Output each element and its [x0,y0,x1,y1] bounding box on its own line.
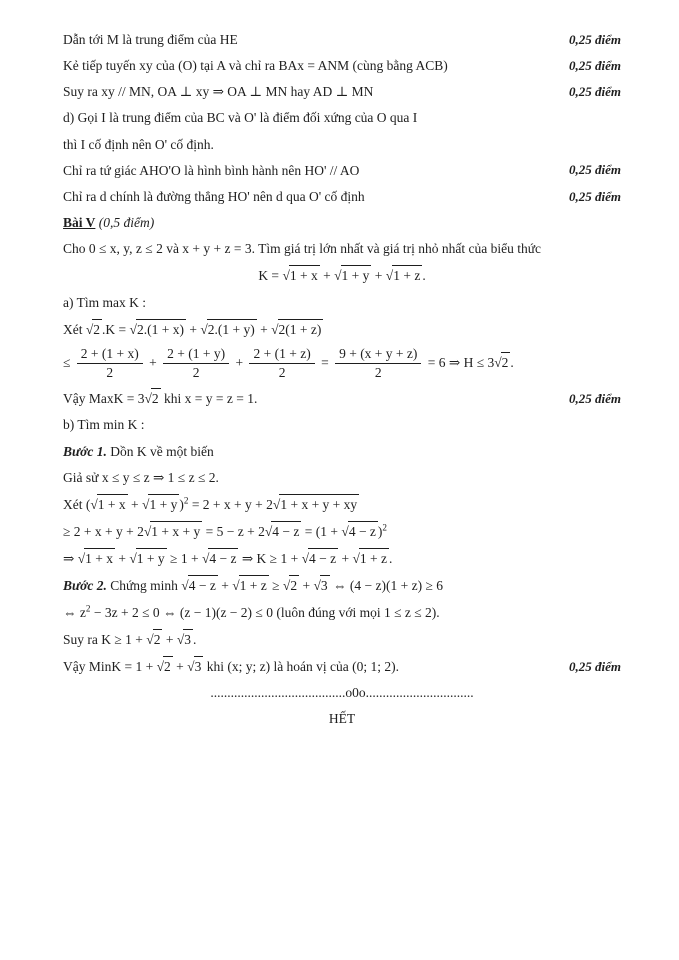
radicand [320,575,330,595]
radical-icon: √ [282,268,290,284]
radical-icon: √ [341,524,349,540]
radical-icon: √ [301,551,309,567]
text-run: ⇒ [63,551,78,567]
text-run: 2 [183,495,189,506]
line-content [63,56,557,75]
text-run: = 6 ⇒ H ≤ 3 [424,354,495,370]
text-run: 3 [184,631,191,647]
doc-line [63,656,621,676]
text-run: . [510,354,514,370]
radicand [194,656,204,676]
line-content [63,213,621,232]
radical-icon: √ [494,354,502,370]
text-run: + [127,496,143,512]
text-run: 1 + y [136,551,165,567]
line-content [63,108,621,127]
sqrt-expression [157,656,173,676]
sqrt-expression [352,548,389,568]
text-run: + [172,658,188,674]
text-run: 9 + (x + y + z) [339,345,418,361]
text-run: 1 + x + y [151,524,201,540]
radical-icon: √ [264,524,273,540]
fraction [249,346,314,381]
radical-icon: √ [187,658,195,674]
text-run: a) Tìm max K : [63,294,146,310]
text-run: Vậy MinK = 1 + [63,658,157,674]
text-run: Chỉ ra tứ giác AHO'O là hình bình hành nên HO' // AO [63,162,360,178]
denominator [163,364,229,381]
fraction [163,346,229,381]
doc-line [63,265,621,285]
text-run: HẾT [328,711,356,727]
denominator [77,364,143,381]
text-run: ⇔ (4 − z)(1 + z) ≥ 6 [329,578,443,594]
doc-line [63,82,621,101]
sqrt-expression [129,548,166,568]
radicand [207,319,257,339]
sqrt-expression [341,521,378,541]
text-run: 2 [501,354,509,370]
sqrt-expression [86,319,102,339]
radicand [136,319,186,339]
text-run: khi x = y = z = 1. [160,391,258,407]
sqrt-expression [146,629,162,649]
score-label: 0,25 điểm [569,658,621,674]
sqrt-expression [200,319,256,339]
text-run: 1 + z [393,268,421,284]
text-run: 4 − z [209,551,237,567]
line-content [63,161,557,180]
text-run: 3 [194,658,202,674]
text-run: Cho 0 ≤ x, y, z ≤ 2 và x + y + z = 3. Tìm giá trị lớn nhất và giá trị nhỏ nhất của biểu thức [63,241,542,257]
text-run: Vậy MaxK = 3 [63,391,145,407]
sqrt-expression [144,521,202,541]
doc-line [63,293,621,312]
text-run: 2 [290,578,298,594]
line-content [63,548,621,568]
text-run: Xét ( [63,496,91,512]
doc-line [63,161,621,180]
doc-line [63,30,621,49]
text-run: ........................................o0o................................ [210,684,474,700]
text-run: K = [258,268,283,284]
line-content [63,388,557,408]
text-run: 1 + z [359,551,387,567]
radical-icon: √ [352,551,360,567]
sqrt-expression [283,575,299,595]
doc-line [63,213,621,232]
numerator [335,346,421,364]
text-run: Chứng minh [106,578,182,594]
text-run: Bước 1. [63,443,107,459]
text-run: ⇔ z [63,604,86,620]
numerator [249,346,314,364]
text-run: d) Gọi I là trung điểm của BC và O' là điểm đối xứng của O qua I [63,110,418,126]
radicand [153,629,163,649]
line-content [63,239,621,258]
text-run: 2 + (1 + z) [253,345,311,361]
doc-line [63,319,621,339]
radicand [392,265,422,285]
text-run: 1 + x [289,268,318,284]
text-run: 2 [106,365,114,381]
radical-icon: √ [129,321,137,337]
text-run: + [145,354,161,370]
text-run: Bước 2. [63,578,107,594]
text-run: .K = [102,321,130,337]
denominator [335,364,421,381]
doc-line [63,108,621,127]
text-run: 1 + y [341,268,370,284]
line-content [63,442,621,461]
doc-line [63,388,621,408]
text-run: 2 [85,603,91,613]
text-run: 1 + x [97,496,126,512]
sqrt-expression [177,629,193,649]
sqrt-expression [187,656,203,676]
numerator [163,346,229,364]
doc-line [63,629,621,649]
text-run: Xét [63,321,86,337]
text-run: Dẫn tới M là trung điểm của HE [63,32,238,47]
sqrt-expression [90,494,127,514]
text-run: thì I cố định nên O' cố định. [63,136,214,152]
text-run: 2 [153,631,161,647]
radicand [188,575,218,595]
line-content [63,468,621,487]
text-run: 2.(1 + y) [207,321,255,337]
text-run: ) [377,524,383,540]
radical-icon: √ [90,496,98,512]
score-label: 0,25 điểm [569,84,621,100]
text-run: 2 + (1 + y) [167,345,226,361]
fraction [77,346,143,381]
text-run: Suy ra K ≥ 1 + [63,631,147,647]
radical-icon: √ [271,321,279,337]
text-run: 1 + x [85,551,113,567]
sqrt-expression [302,548,339,568]
radicand [239,575,269,595]
sqrt-expression [130,319,186,339]
radicand [308,548,338,568]
text-run: + [319,268,335,284]
sqrt-expression [202,548,239,568]
text-run: ≥ [268,578,283,594]
radical-icon: √ [176,631,185,647]
radicand [279,494,359,514]
radicand [271,521,301,541]
radical-icon: √ [156,658,165,674]
radical-icon: √ [385,268,394,284]
line-content [63,603,621,622]
text-run: 2 + (1 + x) [80,345,139,361]
text-run: Kẻ tiếp tuyến xy của (O) tại A và chỉ ra BAx = ANM (cùng bằng ACB) [63,58,448,74]
radicand [150,521,202,541]
radicand [359,548,389,568]
doc-line [63,521,621,541]
text-run: 2 [374,365,382,381]
doc-line [63,603,621,622]
text-run: 2 [93,321,101,337]
radical-icon: √ [181,578,189,594]
text-run: 4 − z [308,551,337,567]
radical-icon: √ [146,631,154,647]
text-run: ≥ 2 + x + y + 2 [63,524,144,540]
text-run: b) Tìm min K : [63,417,145,433]
doc-line [63,346,621,381]
score-label: 0,25 điểm [569,31,621,47]
text-run: ≤ [63,354,74,370]
score-label: 0,25 điểm [569,188,621,204]
text-run: = [317,354,333,370]
score-label: 0,25 điểm [569,162,621,178]
radical-icon: √ [129,551,137,567]
radicand [289,265,320,285]
radical-icon: √ [144,391,152,407]
text-run: 4 − z [188,578,216,594]
radical-icon: √ [272,496,281,512]
doc-line [63,683,621,702]
text-run: = (1 + [301,524,342,540]
text-run: . [422,268,426,284]
radical-icon: √ [313,578,321,594]
sqrt-expression [334,265,371,285]
radical-icon: √ [201,551,210,567]
radicand [92,319,102,339]
radicand [136,548,167,568]
sqrt-expression [494,352,510,372]
radicand [501,352,514,372]
text-run: + [232,354,247,370]
doc-line [63,187,621,206]
text-run: + [371,268,386,284]
text-run: ≥ 1 + [166,551,202,567]
text-run: Chỉ ra d chính là đường thẳng HO' nên d qua O' cố định [63,188,365,204]
radicand [183,629,193,649]
line-content [63,656,557,676]
doc-line [63,239,621,258]
denominator [249,364,314,381]
text-run: + [217,578,233,594]
sqrt-expression [282,265,319,285]
radical-icon: √ [85,321,94,337]
line-content [63,293,621,312]
radical-icon: √ [232,578,240,594]
text-run: Giả sử x ≤ y ≤ z ⇒ 1 ≤ z ≤ 2. [63,469,219,485]
doc-line [63,494,621,514]
text-run: 4 − z [348,524,376,540]
sqrt-expression [144,388,160,408]
radicand [289,575,299,595]
radicand [208,548,238,568]
sqrt-expression [273,494,359,514]
line-content [63,415,621,434]
sqrt-expression [313,575,329,595]
radical-icon: √ [282,578,291,594]
line-content [63,135,621,154]
text-run: = 2 + x + y + 2 [188,496,273,512]
line-content [63,494,621,514]
text-run: 2 [382,522,388,533]
sqrt-expression [271,319,323,339]
doc-line [63,709,621,728]
text-run: 3 [320,578,328,594]
text-run: + [256,321,272,337]
radical-icon: √ [334,268,342,284]
text-run: 1 + z [239,578,267,594]
doc-line [63,135,621,154]
sqrt-expression [385,265,426,285]
doc-line [63,468,621,487]
text-run: + [114,551,130,567]
radical-icon: √ [142,496,150,512]
line-content [63,629,621,649]
text-run: = 5 − z + 2 [202,524,265,540]
sqrt-expression [232,575,269,595]
line-content [63,575,621,595]
text-run: 1 + x + y + xy [280,496,358,512]
line-content [63,265,621,285]
text-run: 2 [278,365,286,381]
radicand [348,521,378,541]
text-run: 2 [164,658,171,674]
radicand [163,656,173,676]
text-run: 2.(1 + x) [136,321,184,337]
sqrt-expression [142,494,179,514]
text-run: (0,5 điểm) [95,215,155,231]
line-content [63,319,621,339]
doc-line [63,442,621,461]
line-content [63,521,621,541]
radicand [151,388,161,408]
text-run: − 3z + 2 ≤ 0 ⇔ (z − 1)(z − 2) ≤ 0 (luôn đúng với mọi 1 ≤ z ≤ 2). [90,604,440,620]
radical-icon: √ [77,551,86,567]
doc-line [63,415,621,434]
numerator [77,346,143,364]
text-run: 2 [151,391,159,407]
radical-icon: √ [143,524,152,540]
line-content [63,683,621,702]
line-content [63,187,557,206]
text-run: ) [179,496,184,512]
text-run: Dồn K về một biến [106,443,214,459]
line-content [63,709,621,728]
line-content [63,30,557,49]
text-run: Suy ra xy // MN, OA ⊥ xy ⇒ OA ⊥ MN hay AD ⊥ MN [63,84,374,100]
fraction [335,346,421,381]
superscript [382,523,387,533]
text-run: 4 − z [272,524,300,540]
radical-icon: √ [200,321,208,337]
text-run: khi (x; y; z) là hoán vị của (0; 1; 2). [203,658,400,674]
sqrt-expression [78,548,115,568]
doc-line [63,575,621,595]
text-run: + [185,321,201,337]
score-label: 0,25 điểm [569,390,621,406]
text-run: + [338,551,353,567]
text-run: Bài V [63,215,96,231]
radicand [97,494,128,514]
text-run: + [162,631,177,647]
text-run: + [299,578,314,594]
line-content [63,82,557,101]
radicand [278,319,324,339]
sqrt-expression [181,575,218,595]
text-run: 2 [192,365,200,381]
text-run: 1 + y [149,496,178,512]
line-content [63,346,621,381]
radicand [148,494,179,514]
doc-line [63,548,621,568]
text-run: . [193,631,197,647]
doc-line [63,56,621,75]
score-label: 0,25 điểm [569,57,621,73]
text-run: . [389,551,393,567]
radicand [341,265,372,285]
text-run: ⇒ K ≥ 1 + [238,551,302,567]
sqrt-expression [265,521,302,541]
radicand [84,548,115,568]
text-run: 2(1 + z) [278,321,322,337]
